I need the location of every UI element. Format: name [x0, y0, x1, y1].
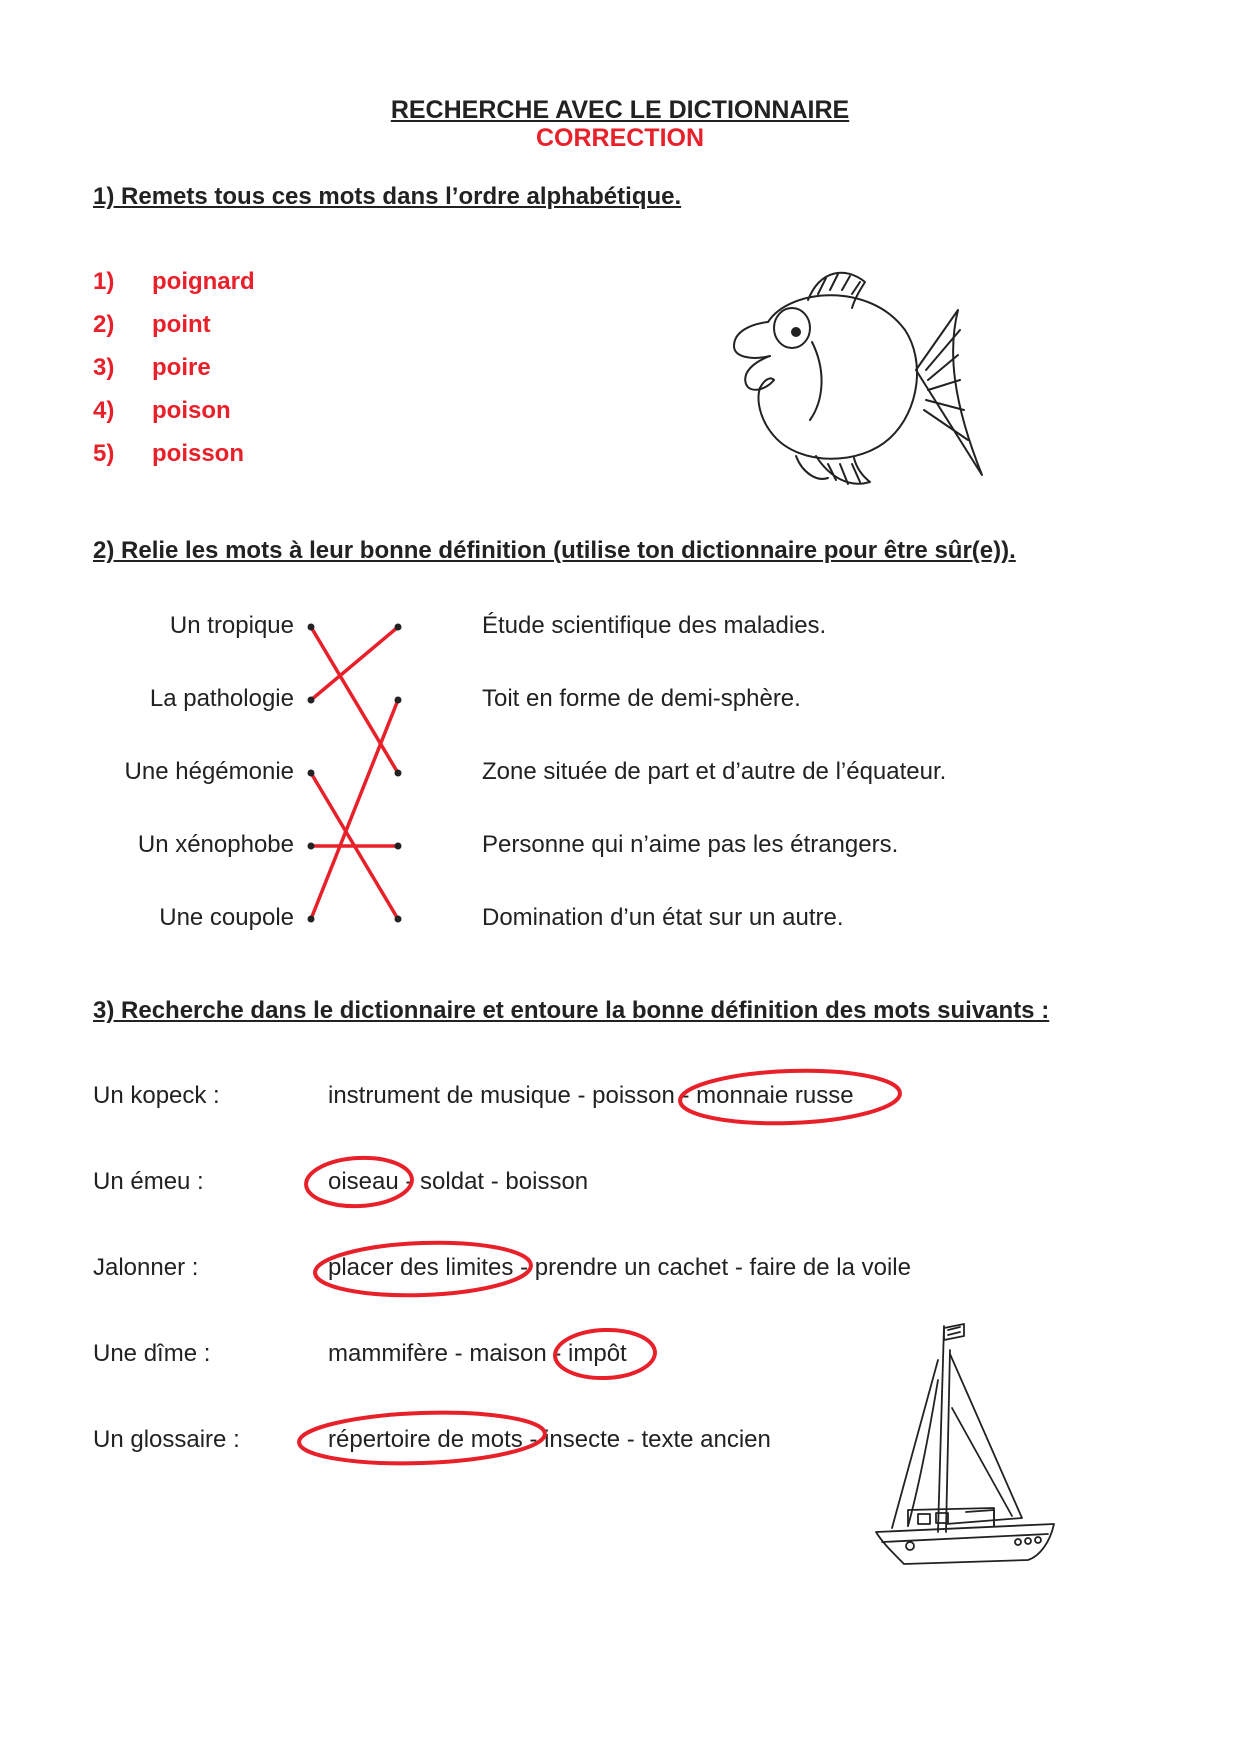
match-definition: Étude scientifique des maladies. — [482, 612, 827, 639]
vocab-options: oiseau - soldat - boisson — [328, 1168, 589, 1195]
match-definition: Toit en forme de demi-sphère. — [482, 685, 801, 712]
answer-number: 4) — [93, 397, 115, 424]
answer-number: 1) — [93, 268, 115, 295]
answer-circle — [554, 1328, 656, 1379]
section-2-heading: 2) Relie les mots à leur bonne définition (utilise ton dictionnaire pour être sûr(e)). — [93, 537, 1016, 564]
answer-word: point — [152, 311, 211, 338]
answer-circle — [679, 1067, 901, 1127]
answer-circle — [298, 1409, 546, 1468]
answer-circle — [314, 1239, 532, 1299]
section-1-heading: 1) Remets tous ces mots dans l’ordre alphabétique. — [93, 183, 682, 210]
answer-word: poignard — [152, 268, 255, 295]
match-definition: Domination d’un état sur un autre. — [482, 904, 844, 931]
page-title: RECHERCHE AVEC LE DICTIONNAIRE — [390, 96, 850, 124]
answer-circle — [305, 1155, 413, 1208]
vocab-options: instrument de musique - poisson - monnaie russe — [328, 1082, 854, 1109]
section-3-heading: 3) Recherche dans le dictionnaire et entoure la bonne définition des mots suivants : — [93, 997, 1050, 1024]
sailboat-illustration — [868, 1320, 1068, 1600]
match-term: Une hégémonie — [124, 758, 294, 785]
match-term: Une coupole — [159, 904, 294, 931]
answer-word: poison — [152, 397, 231, 424]
vocab-options: mammifère - maison - impôt — [328, 1340, 627, 1367]
vocab-options: placer des limites - prendre un cachet - faire de la voile — [328, 1254, 911, 1281]
vocab-word: Un émeu : — [93, 1168, 204, 1195]
match-term: Un xénophobe — [137, 831, 294, 858]
answer-word: poisson — [152, 440, 245, 467]
vocab-options: répertoire de mots - insecte - texte ancien — [328, 1426, 771, 1453]
vocab-word: Jalonner : — [93, 1254, 199, 1281]
match-definition: Personne qui n’aime pas les étrangers. — [482, 831, 899, 858]
vocab-word: Une dîme : — [93, 1340, 211, 1367]
match-term: Un tropique — [169, 612, 294, 639]
answer-number: 2) — [93, 311, 115, 338]
match-term: La pathologie — [149, 685, 294, 712]
answer-number: 5) — [93, 440, 115, 467]
correction-label: CORRECTION — [535, 124, 705, 152]
answer-number: 3) — [93, 354, 115, 381]
vocab-word: Un glossaire : — [93, 1426, 240, 1453]
vocab-word: Un kopeck : — [93, 1082, 220, 1109]
match-definition: Zone située de part et d’autre de l’équateur. — [482, 758, 947, 785]
answer-word: poire — [152, 354, 211, 381]
